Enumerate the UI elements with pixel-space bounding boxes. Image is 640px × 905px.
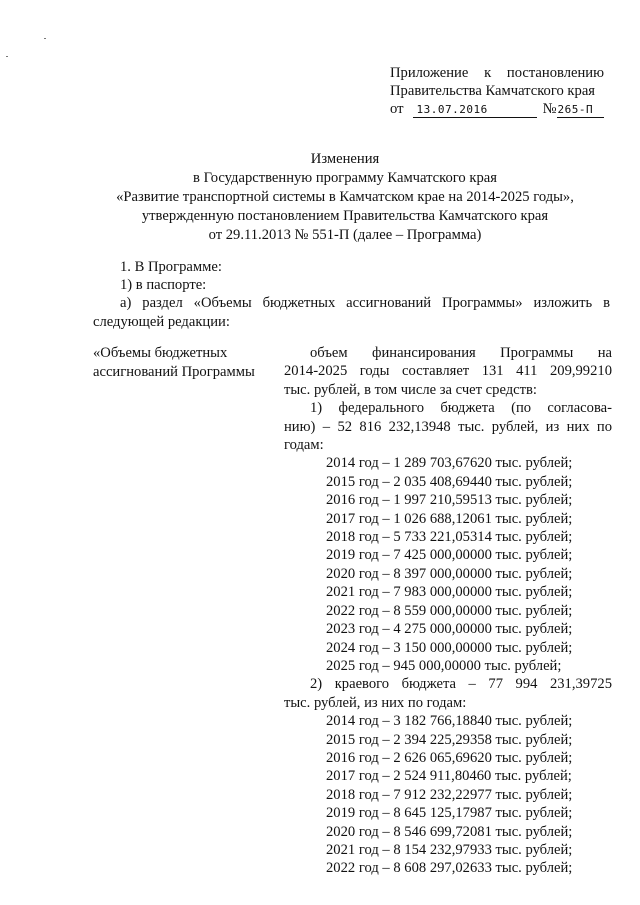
regional-year-item: 2021 год – 8 154 232,97933 тыс. рублей;: [326, 841, 573, 858]
federal-year-item: 2024 год – 3 150 000,00000 тыс. рублей;: [326, 639, 573, 656]
left-label-line-1: «Объемы бюджетных: [93, 345, 228, 361]
appendix-word-2: к: [484, 65, 492, 81]
resolution-date: 13.07.2016: [413, 103, 536, 118]
federal-year-item: 2014 год – 1 289 703,67620 тыс. рублей;: [326, 455, 573, 472]
appendix-word-1: Приложение: [390, 65, 469, 81]
regional-year-item: 2019 год – 8 645 125,17987 тыс. рублей;: [326, 805, 573, 822]
regional-year-item: 2016 год – 2 626 065,69620 тыс. рублей;: [326, 749, 573, 766]
resolution-number: 265-П: [557, 103, 604, 118]
regional-year-item: 2014 год – 3 182 766,18840 тыс. рублей;: [326, 713, 573, 730]
paragraph-1: 1. В Программе:: [120, 259, 222, 275]
appendix-line-3: [390, 100, 604, 118]
regional-line-2: тыс. рублей, из них по годам:: [284, 694, 467, 711]
federal-year-item: 2020 год – 8 397 000,00000 тыс. рублей;: [326, 565, 573, 582]
federal-year-item: 2017 год – 1 026 688,12061 тыс. рублей;: [326, 510, 573, 527]
table-right-column: [284, 344, 612, 878]
title-line-4: утвержденную постановлением Правительства Камчатского края: [141, 208, 549, 224]
regional-year-item: 2022 год – 8 608 297,02633 тыс. рублей;: [326, 860, 573, 877]
federal-year-item: 2021 год – 7 983 000,00000 тыс. рублей;: [326, 584, 573, 601]
appendix-line-1: [390, 64, 604, 82]
federal-year-item: 2019 год – 7 425 000,00000 тыс. рублей;: [326, 547, 573, 564]
federal-year-item: 2015 год – 2 035 408,69440 тыс. рублей;: [326, 473, 573, 490]
federal-year-item: 2018 год – 5 733 221,05314 тыс. рублей;: [326, 529, 573, 546]
appendix-line-2: Правительства Камчатского края: [390, 83, 596, 99]
regional-year-item: 2015 год – 2 394 225,29358 тыс. рублей;: [326, 731, 573, 748]
appendix-word-3: постановлению: [506, 65, 604, 81]
federal-year-item: 2022 год – 8 559 000,00000 тыс. рублей;: [326, 602, 573, 619]
document-title: [80, 150, 610, 245]
federal-line-1: 1) федерального бюджета (по согласова-: [310, 400, 612, 417]
funding-intro-line-1: объем финансирования Программы на: [310, 345, 612, 361]
federal-year-item: 2016 год – 1 997 210,59513 тыс. рублей;: [326, 492, 573, 509]
federal-line-2: нию) – 52 816 232,13948 тыс. рублей, из них по: [284, 418, 612, 435]
federal-year-item: 2025 год – 945 000,00000 тыс. рублей;: [326, 657, 562, 674]
left-label-line-2: ассигнований Программы: [93, 363, 255, 380]
paragraph-2: 1) в паспорте:: [120, 277, 207, 293]
appendix-header: [390, 64, 604, 118]
regional-year-item: 2018 год – 7 912 232,22977 тыс. рублей;: [326, 786, 573, 803]
regional-year-item: 2017 год – 2 524 911,80460 тыс. рублей;: [326, 768, 572, 785]
regional-line-1: 2) краевого бюджета – 77 994 231,39725: [310, 676, 612, 693]
title-line-1: Изменения: [310, 151, 380, 167]
funding-intro-line-2: 2014-2025 годы составляет 131 411 209,99210: [284, 363, 612, 380]
regional-year-item: 2020 год – 8 546 699,72081 тыс. рублей;: [326, 823, 573, 840]
table-left-column: [93, 344, 273, 381]
paragraph-3-line-2: следующей редакции:: [93, 314, 230, 330]
number-sign: №: [542, 101, 557, 117]
title-line-5: от 29.11.2013 № 551-П (далее – Программа): [208, 227, 482, 243]
federal-years-list: [284, 454, 612, 675]
federal-year-item: 2023 год – 4 275 000,00000 тыс. рублей;: [326, 621, 573, 638]
title-line-3: «Развитие транспортной системы в Камчатском крае на 2014-2025 годы»,: [116, 189, 574, 205]
appendix-from-label: от: [390, 101, 404, 117]
regional-years-list: [284, 712, 612, 878]
title-line-2: в Государственную программу Камчатского края: [193, 170, 497, 186]
paragraph-3-line-1: а) раздел «Объемы бюджетных ассигнований Программы» изложить в: [120, 295, 610, 311]
funding-intro-line-3: тыс. рублей, в том числе за счет средств:: [284, 381, 537, 398]
federal-line-3: годам:: [284, 437, 324, 454]
